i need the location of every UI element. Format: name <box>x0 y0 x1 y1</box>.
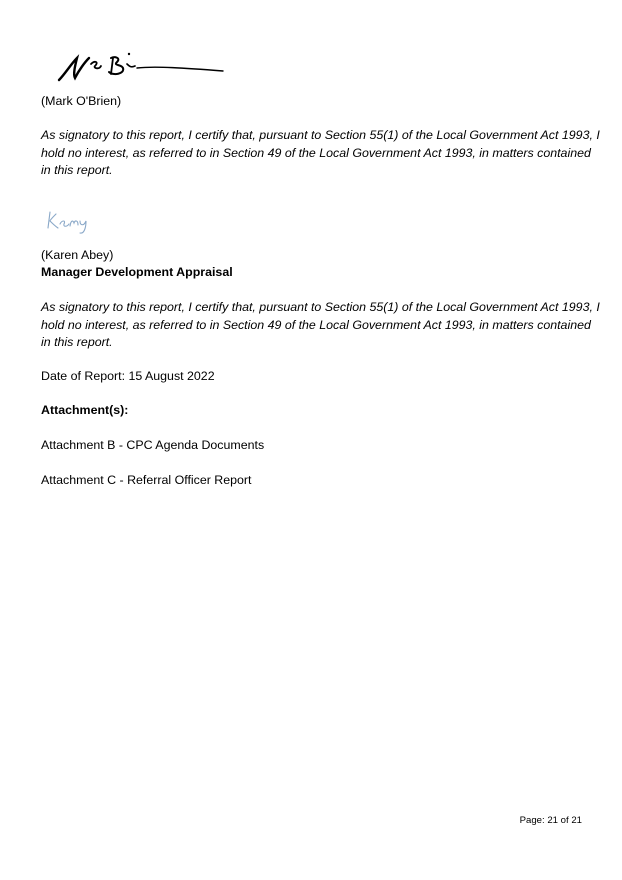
signature-karen-abey <box>44 208 94 236</box>
attachment-item: Attachment C - Referral Officer Report <box>41 473 252 487</box>
attachments-heading: Attachment(s): <box>41 403 129 417</box>
page-number: Page: 21 of 21 <box>519 815 582 826</box>
signatory-2-certification: As signatory to this report, I certify that, pursuant to Section 55(1) of the Local Government Act 1993, I hold no interest, as referred to in Section 49 of the Local Government Act 1993, in matters contained in this report. <box>41 300 600 349</box>
signatory-2-name: (Karen Abey) <box>41 248 114 262</box>
signatory-1-name: (Mark O'Brien) <box>41 94 122 108</box>
attachment-item: Attachment B - CPC Agenda Documents <box>41 438 265 452</box>
signatory-2-title: Manager Development Appraisal <box>41 265 233 279</box>
signature-mark-obrien <box>55 44 227 86</box>
signatory-1-certification: As signatory to this report, I certify that, pursuant to Section 55(1) of the Local Government Act 1993, I hold no interest, as referred to in Section 49 of the Local Government Act 1993, in matters contained in this report. <box>41 128 600 177</box>
report-date: Date of Report: 15 August 2022 <box>41 369 215 383</box>
